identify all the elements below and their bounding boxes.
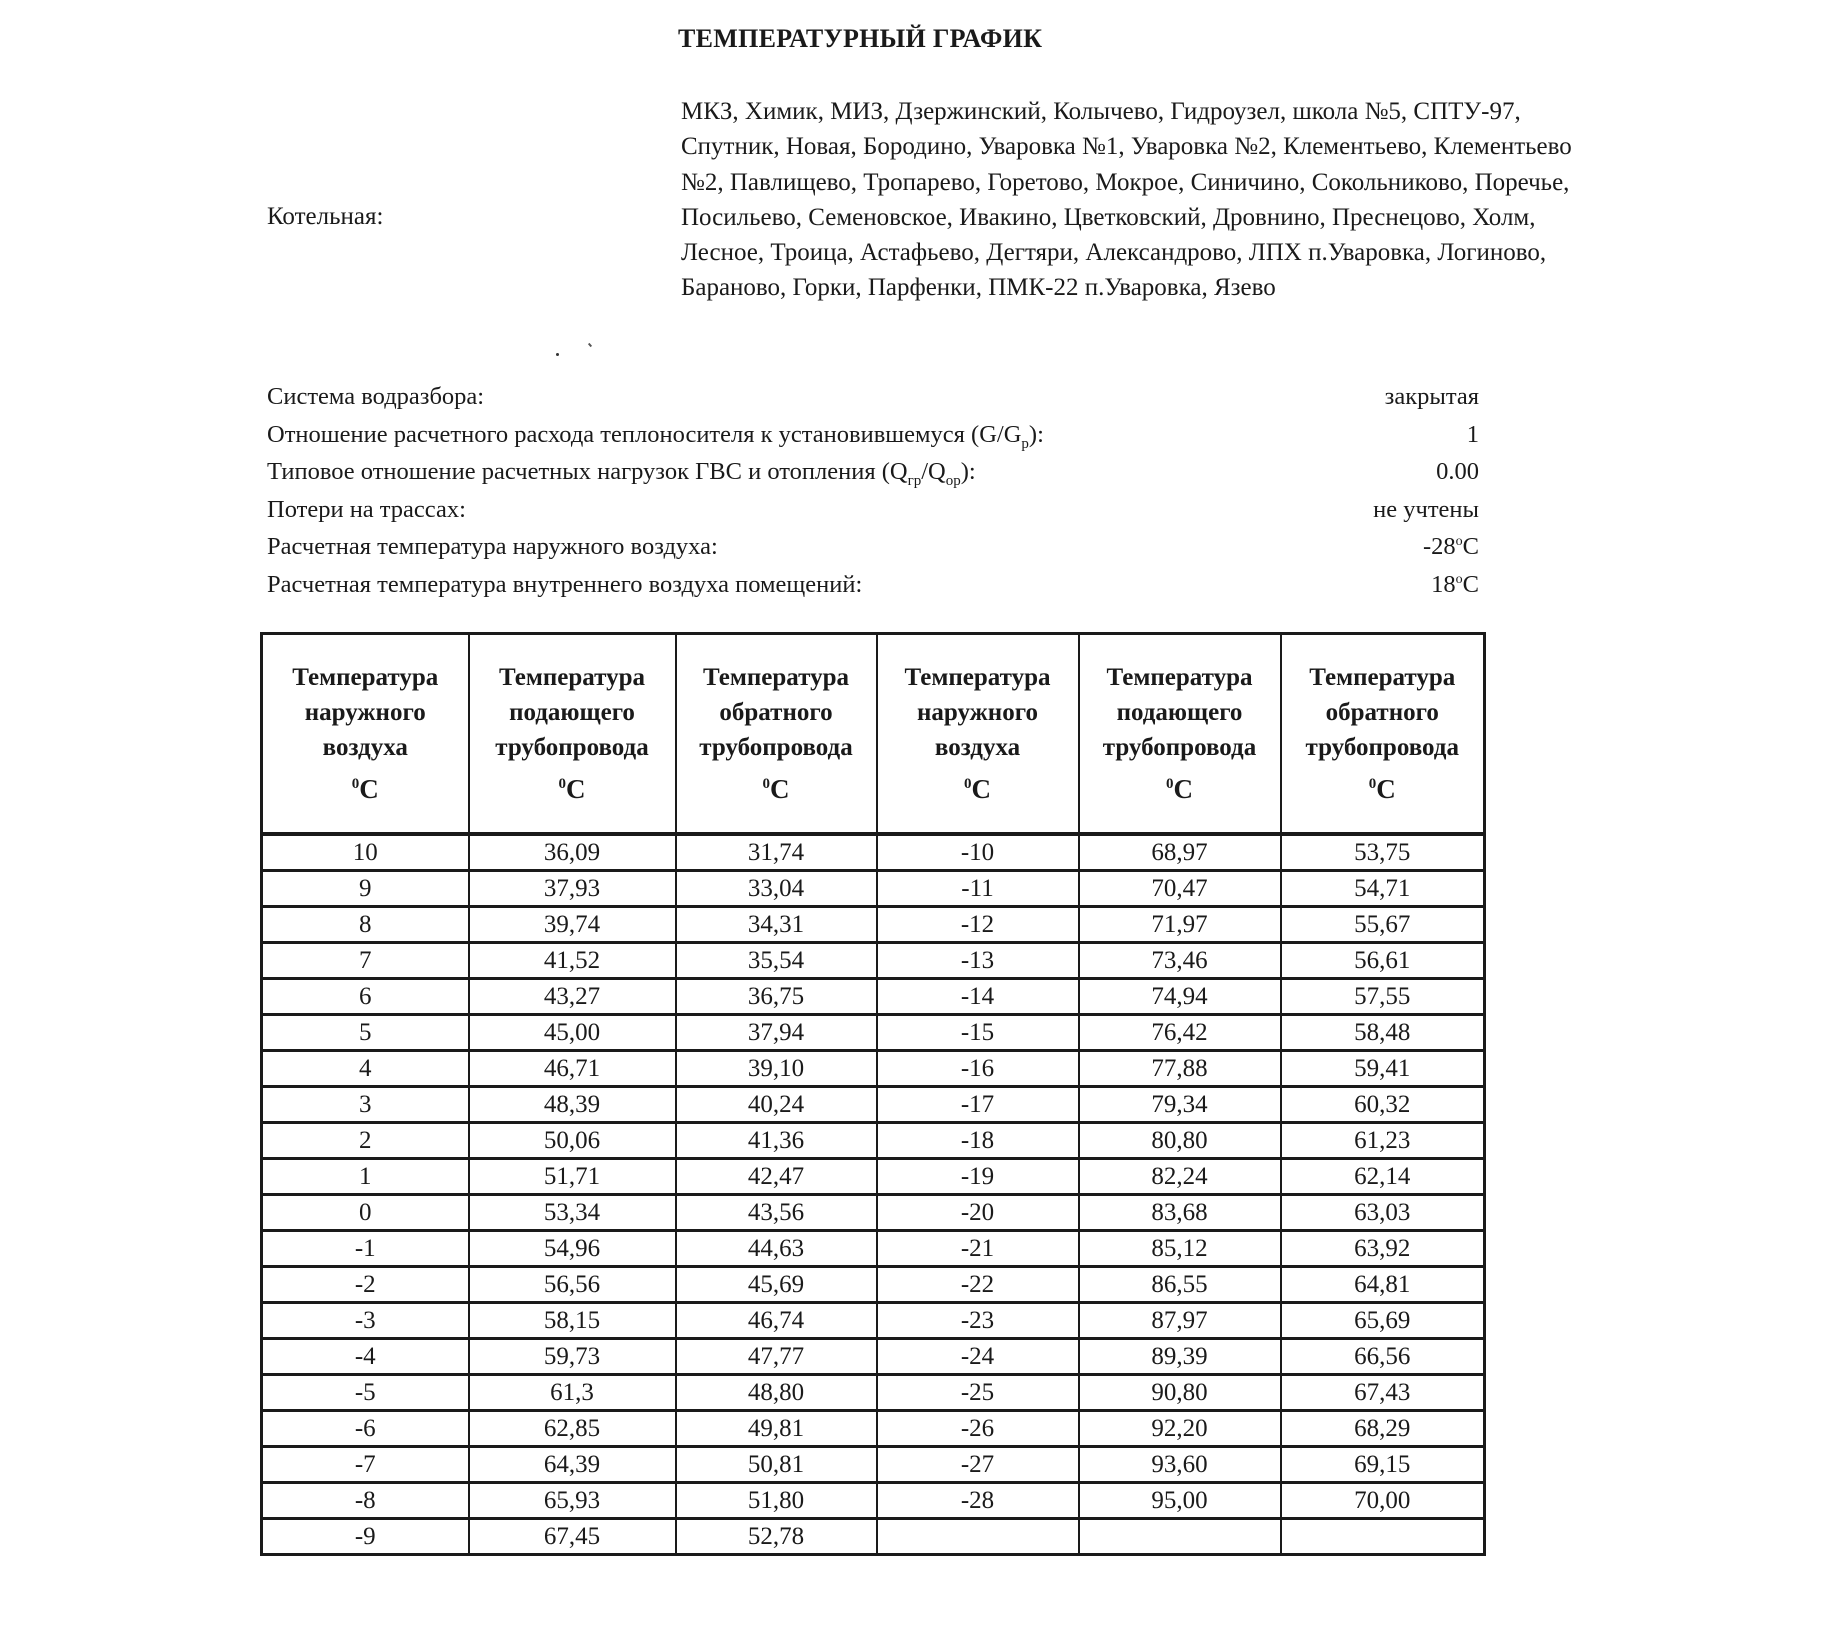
table-cell: 85,12: [1079, 1231, 1281, 1267]
table-row: [262, 1483, 1485, 1519]
table-row: [262, 1375, 1485, 1411]
table-cell: 35,54: [676, 943, 877, 979]
table-cell: 46,74: [676, 1303, 877, 1339]
param-value: не учтены: [1373, 495, 1479, 523]
table-cell: -19: [877, 1159, 1079, 1195]
table-cell: 48,39: [469, 1087, 676, 1123]
table-cell: 7: [262, 943, 469, 979]
table-cell: 63,03: [1281, 1195, 1485, 1231]
table-row: [262, 1231, 1485, 1267]
param-value: закрытая: [1384, 383, 1479, 410]
table-cell: -17: [877, 1087, 1079, 1123]
param-label: Система водразбора:: [267, 383, 485, 410]
table-cell: 10: [262, 834, 469, 871]
table-cell: 61,3: [469, 1375, 676, 1411]
header-text-line: Температура: [1106, 664, 1253, 691]
scan-speck: [588, 343, 592, 347]
document-title: ТЕМПЕРАТУРНЫЙ ГРАФИК: [678, 24, 1043, 53]
table-row: [262, 834, 1485, 871]
table-cell: 53,34: [469, 1195, 676, 1231]
table-cell: 76,42: [1079, 1015, 1281, 1051]
table-cell: 54,71: [1281, 871, 1485, 907]
param-label: Расчетная температура наружного воздуха:: [267, 533, 718, 560]
param-value: 18$^o$C: [1431, 570, 1479, 598]
table-cell: 70,47: [1079, 871, 1281, 907]
table-cell: 67,43: [1281, 1375, 1485, 1411]
header-text-line: Температура: [499, 664, 645, 691]
table-cell: 49,81: [676, 1411, 877, 1447]
table-row: [262, 1195, 1485, 1231]
table-cell: -26: [877, 1411, 1079, 1447]
header-text-line: обратного: [719, 699, 833, 726]
param-value: 1: [1466, 420, 1479, 448]
table-cell: 83,68: [1079, 1195, 1281, 1231]
table-cell: 92,20: [1079, 1411, 1281, 1447]
table-cell: 45,00: [469, 1015, 676, 1051]
table-cell: -25: [877, 1375, 1079, 1411]
table-cell: -6: [262, 1411, 469, 1447]
header-text-line: трубопровода: [495, 734, 649, 761]
table-row: [262, 1411, 1485, 1447]
table-cell: 37,93: [469, 871, 676, 907]
table-cell: 59,41: [1281, 1051, 1485, 1087]
table-cell: 54,96: [469, 1231, 676, 1267]
table-row: [262, 1123, 1485, 1159]
table-cell: 33,04: [676, 871, 877, 907]
table-cell: 64,39: [469, 1447, 676, 1483]
header-text-line: воздуха: [322, 734, 408, 761]
table-cell: 70,00: [1281, 1483, 1485, 1519]
table-header-row: [262, 634, 1485, 835]
header-text-line: подающего: [1116, 699, 1243, 726]
table-cell: 36,75: [676, 979, 877, 1015]
table-cell: 37,94: [676, 1015, 877, 1051]
table-cell: 82,24: [1079, 1159, 1281, 1195]
param-value: 0.00: [1436, 458, 1479, 485]
table-cell: -20: [877, 1195, 1079, 1231]
header-supply-temp: [469, 634, 676, 835]
table-cell: -23: [877, 1303, 1079, 1339]
table-cell: 45,69: [676, 1267, 877, 1303]
param-value: -28$^o$C: [1422, 533, 1479, 560]
table-cell: 43,56: [676, 1195, 877, 1231]
param-row-outdoor-design-temp: [267, 528, 1479, 566]
header-outdoor-temp: [262, 634, 469, 835]
table-row: [262, 1015, 1485, 1051]
table-cell: 0: [262, 1195, 469, 1231]
table-cell: 86,55: [1079, 1267, 1281, 1303]
table-cell: -2: [262, 1267, 469, 1303]
table-cell: 60,32: [1281, 1087, 1485, 1123]
table-cell: -27: [877, 1447, 1079, 1483]
table-row: [262, 1303, 1485, 1339]
table-cell: 8: [262, 907, 469, 943]
table-cell: 55,67: [1281, 907, 1485, 943]
param-row-flow-ratio: [267, 416, 1479, 454]
table-cell: -10: [877, 834, 1079, 871]
header-text-line: наружного: [304, 699, 426, 726]
table-cell: 53,75: [1281, 834, 1485, 871]
table-cell: 41,36: [676, 1123, 877, 1159]
table-cell: -15: [877, 1015, 1079, 1051]
table-cell: -21: [877, 1231, 1079, 1267]
table-cell: 66,56: [1281, 1339, 1485, 1375]
param-label: Потери на трассах:: [267, 495, 466, 523]
table-cell: 57,55: [1281, 979, 1485, 1015]
table-row: [262, 871, 1485, 907]
table-cell: 2: [262, 1123, 469, 1159]
header-unit: $^0$C: [351, 774, 379, 804]
temperature-schedule-table: [260, 632, 1486, 1556]
header-text-line: Температура: [703, 664, 849, 691]
table-cell: 39,10: [676, 1051, 877, 1087]
table-cell: [1281, 1519, 1485, 1555]
table-cell: [877, 1519, 1079, 1555]
table-cell: 1: [262, 1159, 469, 1195]
table-cell: 31,74: [676, 834, 877, 871]
table-cell: 65,69: [1281, 1303, 1485, 1339]
table-cell: 59,73: [469, 1339, 676, 1375]
header-text-line: трубопровода: [1102, 734, 1257, 761]
header-text-line: Температура: [292, 664, 439, 691]
table-cell: [1079, 1519, 1281, 1555]
scan-speck: [556, 353, 559, 356]
param-label: Расчетная температура внутреннего воздуха помещений:: [267, 570, 863, 598]
table-cell: 51,71: [469, 1159, 676, 1195]
table-cell: 68,29: [1281, 1411, 1485, 1447]
table-cell: -16: [877, 1051, 1079, 1087]
table-cell: 61,23: [1281, 1123, 1485, 1159]
table-cell: 71,97: [1079, 907, 1281, 943]
table-cell: 89,39: [1079, 1339, 1281, 1375]
param-row-losses: [267, 491, 1479, 529]
table-cell: 73,46: [1079, 943, 1281, 979]
header-unit: $^0$C: [1166, 774, 1193, 804]
table-cell: 62,85: [469, 1411, 676, 1447]
table-cell: -18: [877, 1123, 1079, 1159]
header-text-line: Температура: [904, 664, 1051, 691]
table-cell: 36,09: [469, 834, 676, 871]
table-cell: 87,97: [1079, 1303, 1281, 1339]
table-row: [262, 1519, 1485, 1555]
table-cell: 41,52: [469, 943, 676, 979]
header-text-line: воздуха: [934, 734, 1021, 761]
table-cell: 52,78: [676, 1519, 877, 1555]
table-cell: 80,80: [1079, 1123, 1281, 1159]
param-row-load-ratio: [267, 453, 1479, 491]
header-text-line: трубопровода: [699, 734, 853, 761]
header-text-line: обратного: [1325, 699, 1439, 726]
header-unit: $^0$C: [762, 774, 790, 804]
table-cell: 58,48: [1281, 1015, 1485, 1051]
header-unit: $^0$C: [964, 774, 991, 804]
param-row-water-system: [267, 378, 1479, 416]
table-cell: 79,34: [1079, 1087, 1281, 1123]
table-row: [262, 1051, 1485, 1087]
header-text-line: Температура: [1309, 664, 1456, 691]
table-cell: 6: [262, 979, 469, 1015]
header-unit: $^0$C: [1368, 774, 1396, 804]
table-cell: 47,77: [676, 1339, 877, 1375]
table-cell: 63,92: [1281, 1231, 1485, 1267]
table-cell: -7: [262, 1447, 469, 1483]
table-cell: -3: [262, 1303, 469, 1339]
table-cell: -13: [877, 943, 1079, 979]
table-cell: 34,31: [676, 907, 877, 943]
table-cell: 64,81: [1281, 1267, 1485, 1303]
table-cell: 67,45: [469, 1519, 676, 1555]
param-label: Отношение расчетного расхода теплоносителя к установившемуся $(G/G_р)$:: [267, 420, 1044, 452]
table-cell: 40,24: [676, 1087, 877, 1123]
table-cell: 42,47: [676, 1159, 877, 1195]
table-row: [262, 907, 1485, 943]
table-cell: -28: [877, 1483, 1079, 1519]
table-row: [262, 943, 1485, 979]
table-cell: 95,00: [1079, 1483, 1281, 1519]
header-unit: $^0$C: [558, 774, 586, 804]
table-cell: -8: [262, 1483, 469, 1519]
table-cell: -5: [262, 1375, 469, 1411]
table-row: [262, 1339, 1485, 1375]
table-cell: -1: [262, 1231, 469, 1267]
table-cell: -12: [877, 907, 1079, 943]
table-cell: 58,15: [469, 1303, 676, 1339]
table-cell: 48,80: [676, 1375, 877, 1411]
table-row: [262, 1267, 1485, 1303]
header-outdoor-temp-2: [877, 634, 1079, 835]
table-cell: 4: [262, 1051, 469, 1087]
table-cell: 62,14: [1281, 1159, 1485, 1195]
header-return-temp: [676, 634, 877, 835]
param-row-indoor-design-temp: [267, 566, 1479, 604]
header-text-line: трубопровода: [1305, 734, 1459, 761]
table-cell: 3: [262, 1087, 469, 1123]
table-cell: -24: [877, 1339, 1079, 1375]
table-cell: -11: [877, 871, 1079, 907]
table-cell: 9: [262, 871, 469, 907]
boiler-list: МКЗ, Химик, МИЗ, Дзержинский, Колычево, Гидроузел, школа №5, СПТУ-97, Спутник, Новая, Бородино, Уваровка №1, Уваровка №2, Клементьево, Клементьево №2, Павлищево, Тропарево, Горетово, Мокрое, Синичино, Сокольниково, Поречье, Посильево, Семеновское, Ивакино, Цветковский, Дровнино, Преснецово, Холм, Лесное, Троица, Астафьево, Дегтяри, Александрово, ЛПХ п.Уваровка, Логиново, Бараново, Горки, Парфенки, ПМК-22 п.Уваровка, Язево: [681, 98, 1572, 302]
table-body: [262, 834, 1485, 1555]
table-cell: -9: [262, 1519, 469, 1555]
table-cell: 93,60: [1079, 1447, 1281, 1483]
table-cell: 50,06: [469, 1123, 676, 1159]
table-cell: 65,93: [469, 1483, 676, 1519]
table-cell: 77,88: [1079, 1051, 1281, 1087]
table-cell: -14: [877, 979, 1079, 1015]
table-row: [262, 1087, 1485, 1123]
table-cell: -22: [877, 1267, 1079, 1303]
table-cell: 69,15: [1281, 1447, 1485, 1483]
header-text-line: подающего: [509, 699, 635, 726]
table-row: [262, 1447, 1485, 1483]
table-cell: 43,27: [469, 979, 676, 1015]
table-cell: 44,63: [676, 1231, 877, 1267]
table-cell: 90,80: [1079, 1375, 1281, 1411]
table-cell: 5: [262, 1015, 469, 1051]
table-cell: 56,56: [469, 1267, 676, 1303]
table-cell: 46,71: [469, 1051, 676, 1087]
table-row: [262, 1159, 1485, 1195]
table-cell: -4: [262, 1339, 469, 1375]
table-cell: 74,94: [1079, 979, 1281, 1015]
parameters-block: [267, 378, 1479, 603]
param-label: Типовое отношение расчетных нагрузок ГВС и отопления $(Q_{гр}/Q_{ор})$:: [267, 458, 976, 489]
table-cell: 68,97: [1079, 834, 1281, 871]
table-cell: 51,80: [676, 1483, 877, 1519]
header-supply-temp-2: [1079, 634, 1281, 835]
header-return-temp-2: [1281, 634, 1485, 835]
table-cell: 56,61: [1281, 943, 1485, 979]
boiler-label: Котельная:: [267, 203, 384, 230]
header-text-line: наружного: [917, 699, 1038, 726]
table-cell: 39,74: [469, 907, 676, 943]
table-row: [262, 979, 1485, 1015]
table-cell: 50,81: [676, 1447, 877, 1483]
